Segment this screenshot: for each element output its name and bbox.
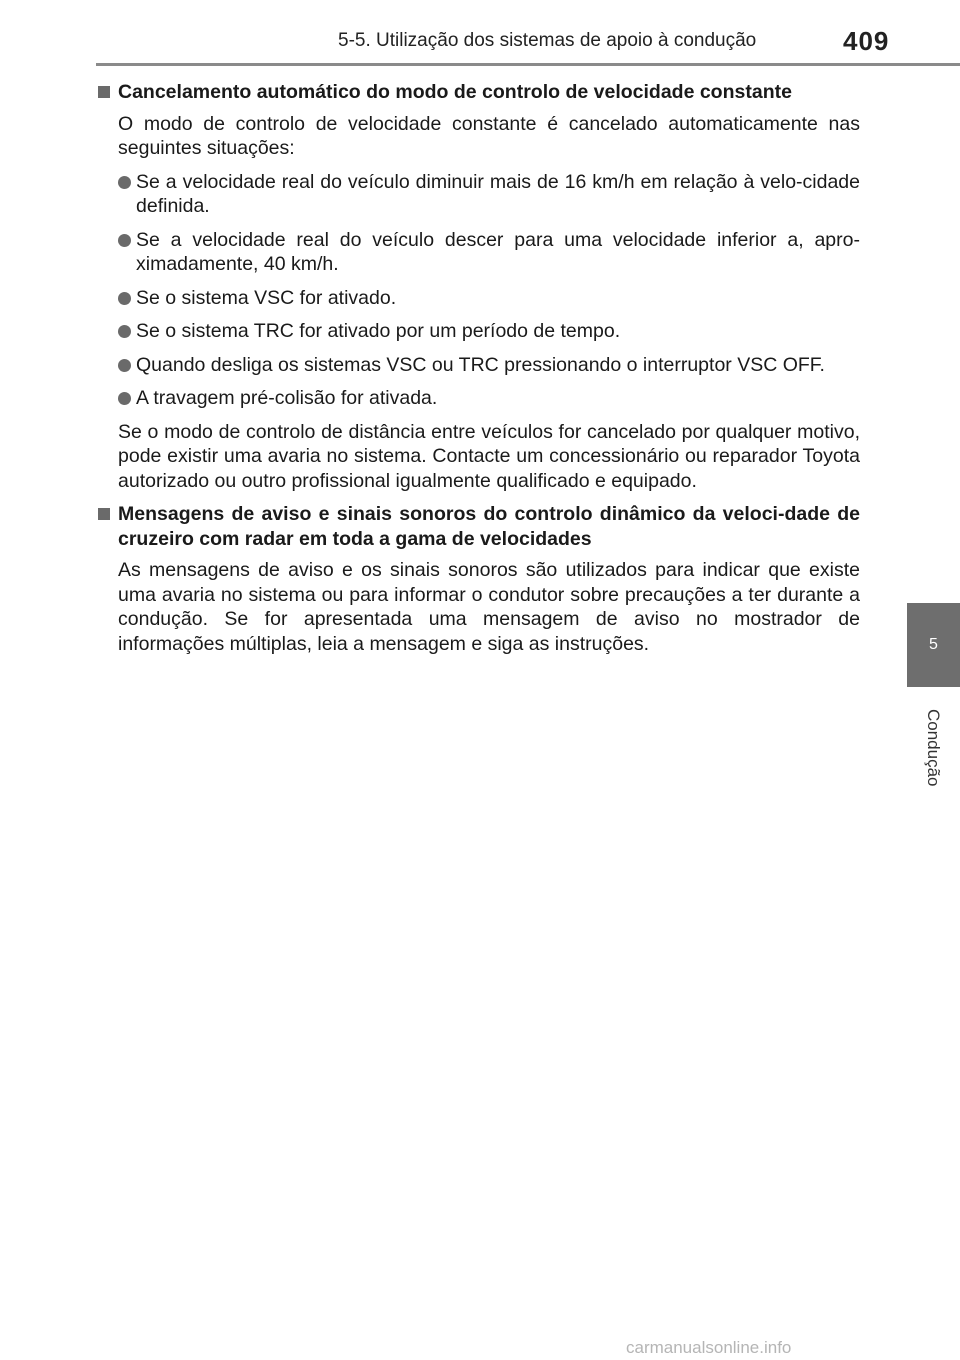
list-item	[98, 386, 860, 411]
circle-bullet-icon	[118, 234, 131, 247]
circle-bullet-icon	[118, 325, 131, 338]
section-heading	[98, 80, 860, 105]
square-bullet-icon	[98, 86, 110, 98]
page-content	[98, 80, 860, 665]
header-divider	[96, 63, 960, 66]
list-item-text: Se o sistema VSC for ativado.	[136, 286, 397, 309]
list-item	[98, 353, 860, 378]
list-item	[98, 319, 860, 344]
circle-bullet-icon	[118, 292, 131, 305]
chapter-tab	[907, 603, 960, 687]
list-item	[98, 286, 860, 311]
list-item-text: A travagem pré-colisão for ativada.	[136, 387, 438, 409]
section-heading	[98, 502, 860, 551]
section-closing: Se o modo de controlo de distância entre veículos for cancelado por qualquer motivo, pode existir uma avaria no sistema. Contacte um concessionário ou reparador Toyota autorizado ou outro profissional igualmente qualificado e equipado.	[118, 420, 860, 492]
list-item-text: Se a velocidade real do veículo diminuir mais de 16 km/h em relação à velo-cidade definida.	[136, 170, 860, 217]
watermark: carmanualsonline.info	[626, 1338, 792, 1357]
circle-bullet-icon	[118, 392, 131, 405]
page-number: 409	[843, 26, 890, 56]
list-item-text: Se a velocidade real do veículo descer para uma velocidade inferior a, apro-ximadamente, 40 km/h.	[136, 228, 860, 275]
list-item	[98, 170, 860, 219]
chapter-number: 5	[929, 636, 938, 653]
square-bullet-icon	[98, 508, 110, 520]
header-title: 5-5. Utilização dos sistemas de apoio à condução	[338, 30, 757, 51]
section-intro: O modo de controlo de velocidade constante é cancelado automaticamente nas seguintes situações:	[118, 112, 860, 159]
section-body: As mensagens de aviso e os sinais sonoros são utilizados para indicar que existe uma avaria no sistema ou para informar o condutor sobre precauções a ter durante a condução. Se for apresentada uma mensagem de aviso no mostrador de informações múltiplas, leia a mensagem e siga as instruções.	[118, 559, 860, 655]
circle-bullet-icon	[118, 359, 131, 372]
circle-bullet-icon	[118, 176, 131, 189]
list-item-text: Se o sistema TRC for ativado por um período de tempo.	[136, 320, 621, 342]
section-heading-text: Cancelamento automático do modo de controlo de velocidade constante	[118, 81, 792, 103]
list-item-text: Quando desliga os sistemas VSC ou TRC pressionando o interruptor VSC OFF.	[136, 353, 825, 376]
section-heading-text: Mensagens de aviso e sinais sonoros do controlo dinâmico da veloci-dade de cruzeiro com radar em toda a gama de velocidades	[118, 503, 860, 550]
list-item	[98, 228, 860, 277]
chapter-label: Condução	[924, 708, 943, 787]
